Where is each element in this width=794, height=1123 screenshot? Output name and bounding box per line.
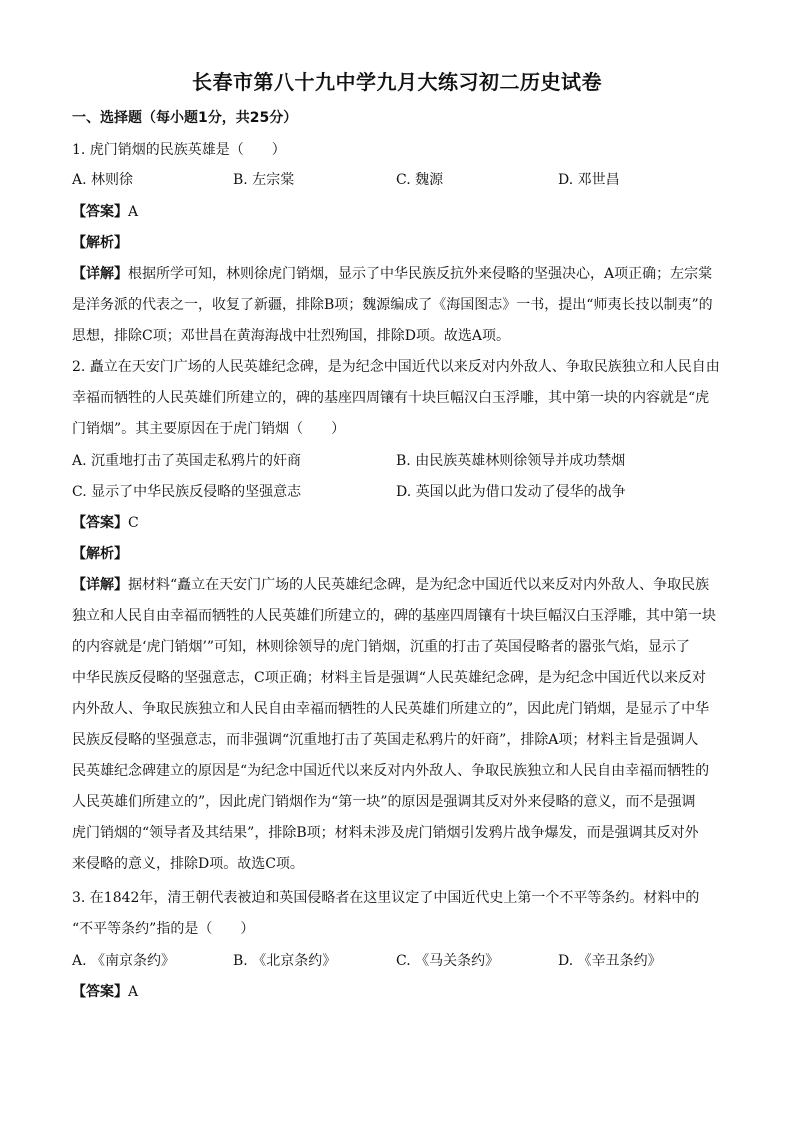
q1-detail-line-3: 思想，排除C项；邓世昌在黄海海战中壮烈殉国，排除D项。故选A项。 <box>72 328 511 344</box>
q1-stem: 1. 虎门销烟的民族英雄是（ ） <box>72 142 286 158</box>
page-title: 长春市第八十九中学九月大练习初二历史试卷 <box>192 70 602 94</box>
q2-detail-line-2: 独立和人民自由幸福而牺牲的人民英雄们所建立的，碑的基座四周镶有十块巨幅汉白玉浮雕，其中第一块 <box>72 608 716 624</box>
q3-answer-value: A <box>128 984 139 1000</box>
q1-detail-line-1 <box>72 264 712 284</box>
answer-label: 【答案】 <box>72 204 128 220</box>
detail-label: 【详解】 <box>72 266 128 282</box>
q2-detail-line-6: 民族反侵略的坚强意志，而非强调“沉重地打击了英国走私鸦片的奸商”，排除A项；材料主旨是强调人 <box>72 732 699 748</box>
q1-analysis-label: 【解析】 <box>72 235 128 251</box>
q2-answer-value: C <box>128 515 139 531</box>
q2-detail-line-3: 的内容就是‘虎门销烟’”可知，林则徐领导的虎门销烟，沉重的打击了英国侵略者的嚣张气焰，显示了 <box>72 639 691 655</box>
answer-label: 【答案】 <box>72 984 128 1000</box>
q3-stem-line-2: “不平等条约”指的是（ ） <box>72 921 255 937</box>
q2-detail-line-7: 民英雄纪念碑建立的原因是“为纪念中国近代以来反对内外敌人、争取民族独立和人民自由幸福而牺牲的 <box>72 763 710 779</box>
q2-detail-line-10: 来侵略的意义，排除D项。故选C项。 <box>72 856 304 872</box>
q3-option-d: D. 《辛丑条约》 <box>558 953 662 969</box>
q2-detail-line-9: 虎门销烟的“领导者及其结果”，排除B项；材料未涉及虎门销烟引发鸦片战争爆发，而是强调其反对外 <box>72 825 699 841</box>
q2-option-b: B. 由民族英雄林则徐领导并成功禁烟 <box>396 453 626 469</box>
q2-detail-line-5: 内外敌人、争取民族独立和人民自由幸福而牺牲的人民英雄们所建立的”，因此虎门销烟，是显示了中华 <box>72 701 710 717</box>
q1-option-d: D. 邓世昌 <box>558 172 620 188</box>
q2-option-c: C. 显示了中华民族反侵略的坚强意志 <box>72 484 302 500</box>
q2-stem-line-3: 门销烟”。其主要原因在于虎门销烟（ ） <box>72 421 346 437</box>
q1-detail-text-1: 根据所学可知，林则徐虎门销烟，显示了中华民族反抗外来侵略的坚强决心，A项正确；左宗棠 <box>128 266 713 282</box>
q2-detail-line-1 <box>72 575 709 595</box>
detail-label: 【详解】 <box>72 577 128 593</box>
q1-option-a: A. 林则徐 <box>72 172 134 188</box>
q2-stem-line-1: 2. 矗立在天安门广场的人民英雄纪念碑，是为纪念中国近代以来反对内外敌人、争取民族独立和人民自由 <box>72 359 720 375</box>
answer-label: 【答案】 <box>72 515 128 531</box>
q2-detail-text-1: 据材料“矗立在天安门广场的人民英雄纪念碑，是为纪念中国近代以来反对内外敌人、争取民族 <box>128 577 710 593</box>
q3-stem-line-1: 3. 在1842年，清王朝代表被迫和英国侵略者在这里议定了中国近代史上第一个不平等条约。材料中的 <box>72 890 700 906</box>
section-heading: 一、选择题（每小题1分，共25分） <box>72 110 298 126</box>
q1-answer <box>72 202 138 222</box>
q2-option-d: D. 英国以此为借口发动了侵华的战争 <box>396 484 626 500</box>
q3-option-c: C. 《马关条约》 <box>396 953 500 969</box>
q3-answer <box>72 982 138 1002</box>
q2-option-a: A. 沉重地打击了英国走私鸦片的奸商 <box>72 453 302 469</box>
q3-option-b: B. 《北京条约》 <box>233 953 337 969</box>
q1-answer-value: A <box>128 204 139 220</box>
q2-analysis-label: 【解析】 <box>72 546 128 562</box>
q1-detail-line-2: 是洋务派的代表之一，收复了新疆，排除B项；魏源编成了《海国图志》一书，提出“师夷长技以制夷”的 <box>72 297 713 313</box>
q1-option-b: B. 左宗棠 <box>233 172 295 188</box>
q1-option-c: C. 魏源 <box>396 172 444 188</box>
q3-option-a: A. 《南京条约》 <box>72 953 176 969</box>
q2-detail-line-8: 人民英雄们所建立的”，因此虎门销烟作为“第一块”的原因是强调其反对外来侵略的意义，而不是强调 <box>72 794 696 810</box>
q2-answer <box>72 513 139 533</box>
q2-stem-line-2: 幸福而牺牲的人民英雄们所建立的，碑的基座四周镶有十块巨幅汉白玉浮雕，其中第一块的内容就是“虎 <box>72 390 710 406</box>
q2-detail-line-4: 中华民族反侵略的坚强意志，C项正确；材料主旨是强调“人民英雄纪念碑，是为纪念中国近代以来反对 <box>72 670 706 686</box>
